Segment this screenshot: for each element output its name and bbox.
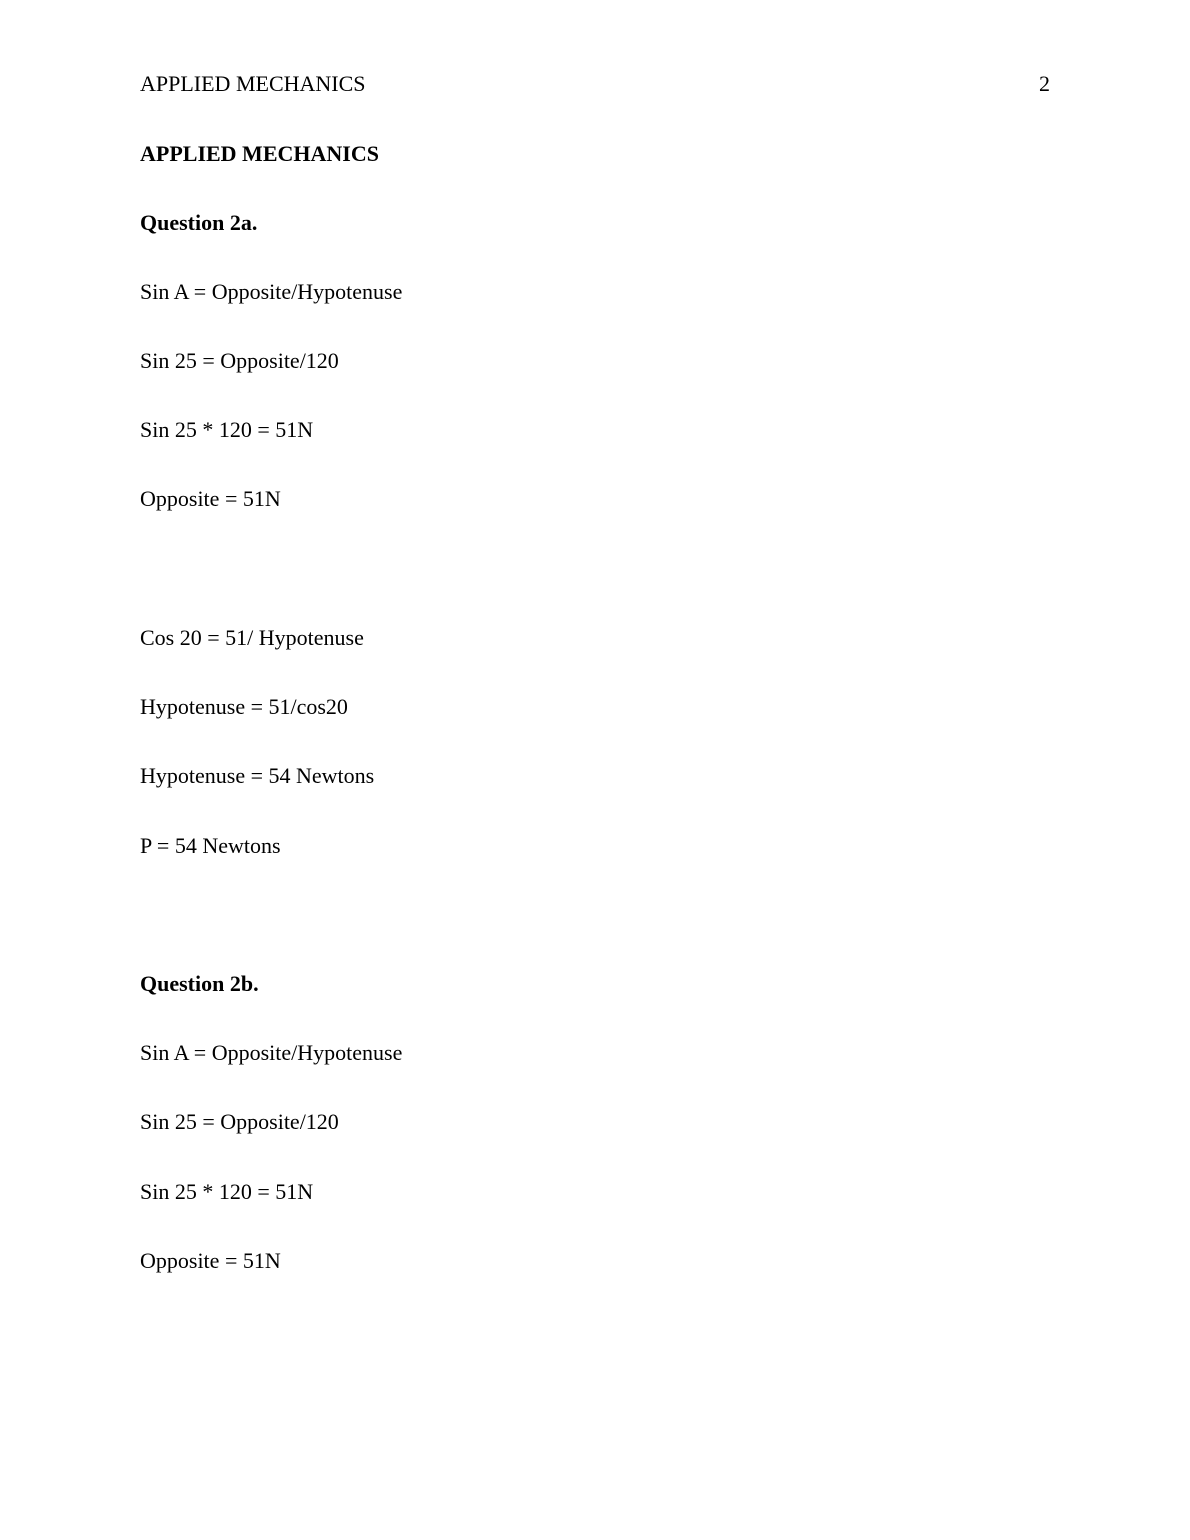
question-2a-step-2: Sin 25 = Opposite/120 xyxy=(140,348,339,373)
question-2b-heading: Question 2b. xyxy=(140,971,259,996)
question-2b-step-4: Opposite = 51N xyxy=(140,1248,281,1273)
question-2a-step-4: Opposite = 51N xyxy=(140,486,281,511)
question-2b-step-1: Sin A = Opposite/Hypotenuse xyxy=(140,1040,403,1065)
question-2a-step-3: Sin 25 * 120 = 51N xyxy=(140,417,314,442)
running-head: APPLIED MECHANICS xyxy=(140,71,366,96)
document-title: APPLIED MECHANICS xyxy=(140,141,379,166)
question-2b-step-3: Sin 25 * 120 = 51N xyxy=(140,1179,314,1204)
question-2a-step-6: Hypotenuse = 51/cos20 xyxy=(140,694,348,719)
page-number: 2 xyxy=(1039,71,1050,96)
question-2a-step-5: Cos 20 = 51/ Hypotenuse xyxy=(140,625,364,650)
page-header xyxy=(140,69,1050,99)
question-2a-heading: Question 2a. xyxy=(140,210,258,235)
question-2b-step-2: Sin 25 = Opposite/120 xyxy=(140,1109,339,1134)
question-2a-step-7: Hypotenuse = 54 Newtons xyxy=(140,763,375,788)
question-2a-step-8: P = 54 Newtons xyxy=(140,833,281,858)
question-2a-step-1: Sin A = Opposite/Hypotenuse xyxy=(140,279,403,304)
